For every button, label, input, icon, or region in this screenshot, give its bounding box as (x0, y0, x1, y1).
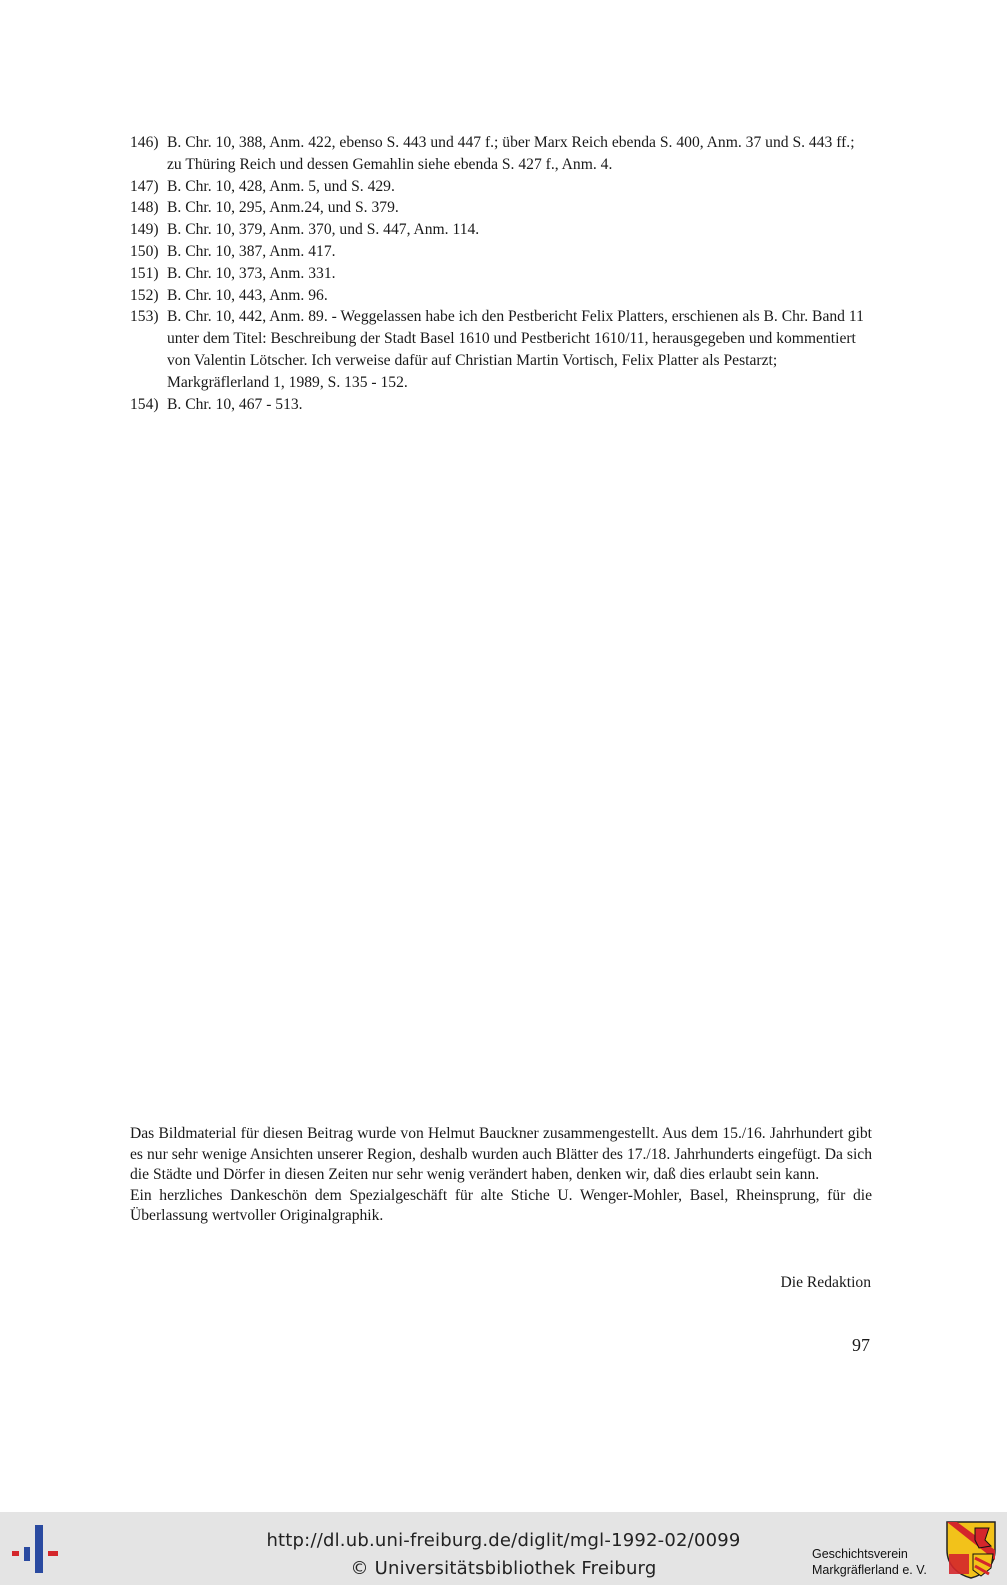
footnote (130, 285, 872, 307)
footnote-number: 147) (130, 177, 159, 195)
footnote-number: 150) (130, 242, 159, 260)
acknowledgement-section (130, 1124, 872, 1227)
footnote-text: B. Chr. 10, 442, Anm. 89. - Weggelassen habe ich den Pestbericht Felix Platters, erschienen als B. Chr. Band 11 unter dem Titel: Beschreibung der Stadt Basel 1610 und Pestbericht 1610/11, herausgegeben und kommentiert von Valentin Lötscher. Ich verweise dafür auf Christian Martin Vortisch, Felix Platter als Pestarzt; Markgräflerland 1, 1989, S. 135 - 152. (167, 308, 864, 391)
editorial-signature: Die Redaktion (780, 1274, 871, 1291)
footnote (130, 263, 872, 285)
acknowledgement-paragraph: Das Bildmaterial für diesen Beitrag wurde von Helmut Bauckner zusammengestellt. Aus dem 15./16. Jahrhundert gibt es nur sehr wenige Ansichten unserer Region, deshalb wurden auch Blätter des 17./18. Jahrhunderts eingefügt. Da sich die Städte und Dörfer in diesen Zeiten nur sehr wenig verändert haben, denken wir, daß dies erlaubt sein kann. (130, 1125, 872, 1183)
society-name (812, 1546, 927, 1578)
footnote (130, 219, 872, 241)
footnote-number: 151) (130, 264, 159, 282)
acknowledgement-paragraph: Ein herzliches Dankeschön dem Spezialgeschäft für alte Stiche U. Wenger-Mohler, Basel, Rheinsprung, für die Überlassung wertvoller Originalgraphik. (130, 1186, 872, 1224)
footnote (130, 176, 872, 198)
footnote-text: B. Chr. 10, 428, Anm. 5, und S. 429. (167, 177, 395, 195)
footnote (130, 241, 872, 263)
footnote-number: 149) (130, 221, 159, 239)
footnote (130, 306, 872, 393)
footnote-text: B. Chr. 10, 387, Anm. 417. (167, 242, 336, 260)
footnote-text: B. Chr. 10, 467 - 513. (167, 395, 303, 413)
footnote (130, 132, 872, 176)
footer-copyright: © Universitätsbibliothek Freiburg (350, 1558, 657, 1579)
footnote-text: B. Chr. 10, 295, Anm.24, und S. 379. (167, 199, 399, 217)
footnote-number: 146) (130, 134, 159, 151)
footer-url[interactable]: http://dl.ub.uni-freiburg.de/diglit/mgl-1992-02/0099 (266, 1530, 741, 1551)
coat-of-arms-icon (945, 1520, 997, 1580)
footnotes-list (130, 132, 872, 415)
footnote (130, 197, 872, 219)
footnote-number: 153) (130, 308, 159, 326)
footnote-text: B. Chr. 10, 373, Anm. 331. (167, 264, 336, 282)
footnote-text: B. Chr. 10, 379, Anm. 370, und S. 447, Anm. 114. (167, 221, 480, 239)
society-name-line2: Markgräflerland e. V. (812, 1563, 927, 1577)
society-name-line1: Geschichtsverein (812, 1547, 908, 1561)
page-number: 97 (852, 1335, 870, 1355)
footnote-number: 148) (130, 199, 159, 217)
footnote-number: 152) (130, 286, 159, 304)
footnote-text: B. Chr. 10, 443, Anm. 96. (167, 286, 328, 304)
footnote (130, 394, 872, 416)
footnote-number: 154) (130, 395, 159, 413)
footnote-text: B. Chr. 10, 388, Anm. 422, ebenso S. 443 und 447 f.; über Marx Reich ebenda S. 400, Anm. 37 und S. 443 ff.; zu Thüring Reich und dessen Gemahlin siehe ebenda S. 427 f., Anm. 4. (167, 134, 855, 173)
